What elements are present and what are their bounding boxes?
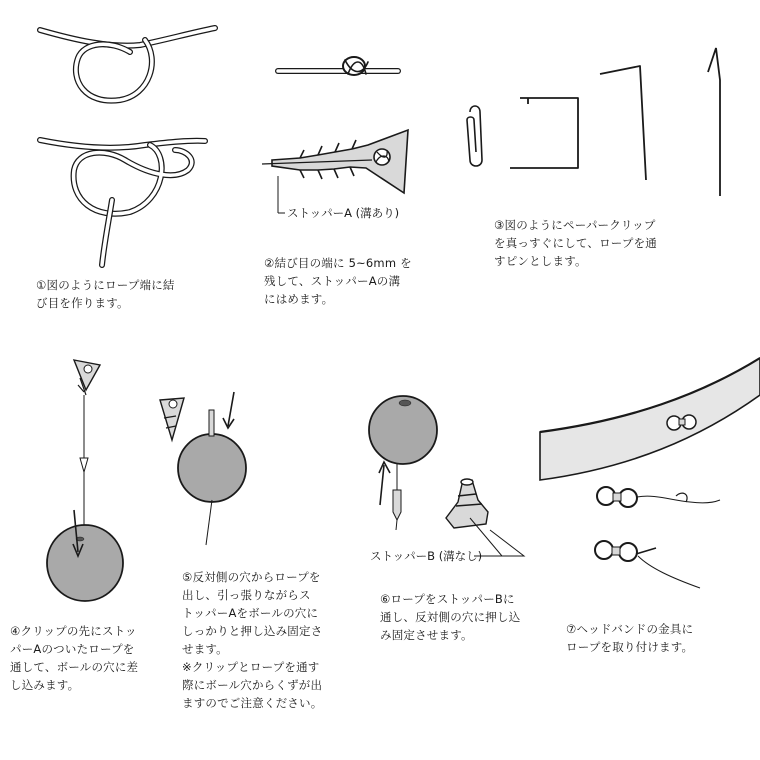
clip-straightening-step1 — [510, 98, 578, 168]
step-5-caption: ⑤反対側の穴からロープを 出し、引っ張りながらス トッパーAをボールの穴に しっかりと押し込み固定さ せます。 ※クリップとロープを通す 際にボール穴からくずが出 ますのでご注意ください。 — [182, 570, 323, 710]
fitting-detail-2 — [595, 541, 700, 588]
straightened-pin — [708, 48, 720, 196]
step-1-caption: ①図のようにロープ端に結 び目を作ります。 — [36, 278, 175, 310]
stopper-a-illustration — [262, 130, 408, 193]
paper-clip-icon — [467, 106, 482, 166]
step6-assembly — [369, 396, 437, 530]
step5-assembly — [160, 392, 246, 545]
step-4-caption: ④クリップの先にストッ パーAのついたロープを 通して、ボールの穴に差 し込みます。 — [10, 624, 139, 692]
step2-rope-knot — [278, 57, 398, 75]
step4-assembly — [47, 360, 123, 601]
step-7-caption: ⑦ヘッドバンドの金具に ロープを取り付けます。 — [566, 622, 694, 654]
step-3-caption: ③図のようにペーパークリップ を真っすぐにして、ロープを通 すピンとします。 — [494, 218, 657, 268]
step1-knot-tied — [40, 140, 205, 265]
fitting-detail-1 — [597, 487, 720, 507]
step1-knot-loop — [40, 28, 215, 101]
headband-illustration — [540, 358, 760, 480]
step-2-caption: ②結び目の端に 5~6mm を 残して、ストッパーAの溝 にはめます。 — [264, 256, 412, 306]
stopper-b-label: ストッパーB (溝なし) — [370, 549, 483, 563]
stopper-a-label: ストッパーA (溝あり) — [287, 206, 400, 220]
stopper-b-illustration — [446, 479, 488, 528]
step-6-caption: ⑥ロープをストッパーBに 通し、反対側の穴に押し込 み固定させます。 — [380, 592, 521, 642]
clip-straightening-step2 — [600, 66, 646, 180]
